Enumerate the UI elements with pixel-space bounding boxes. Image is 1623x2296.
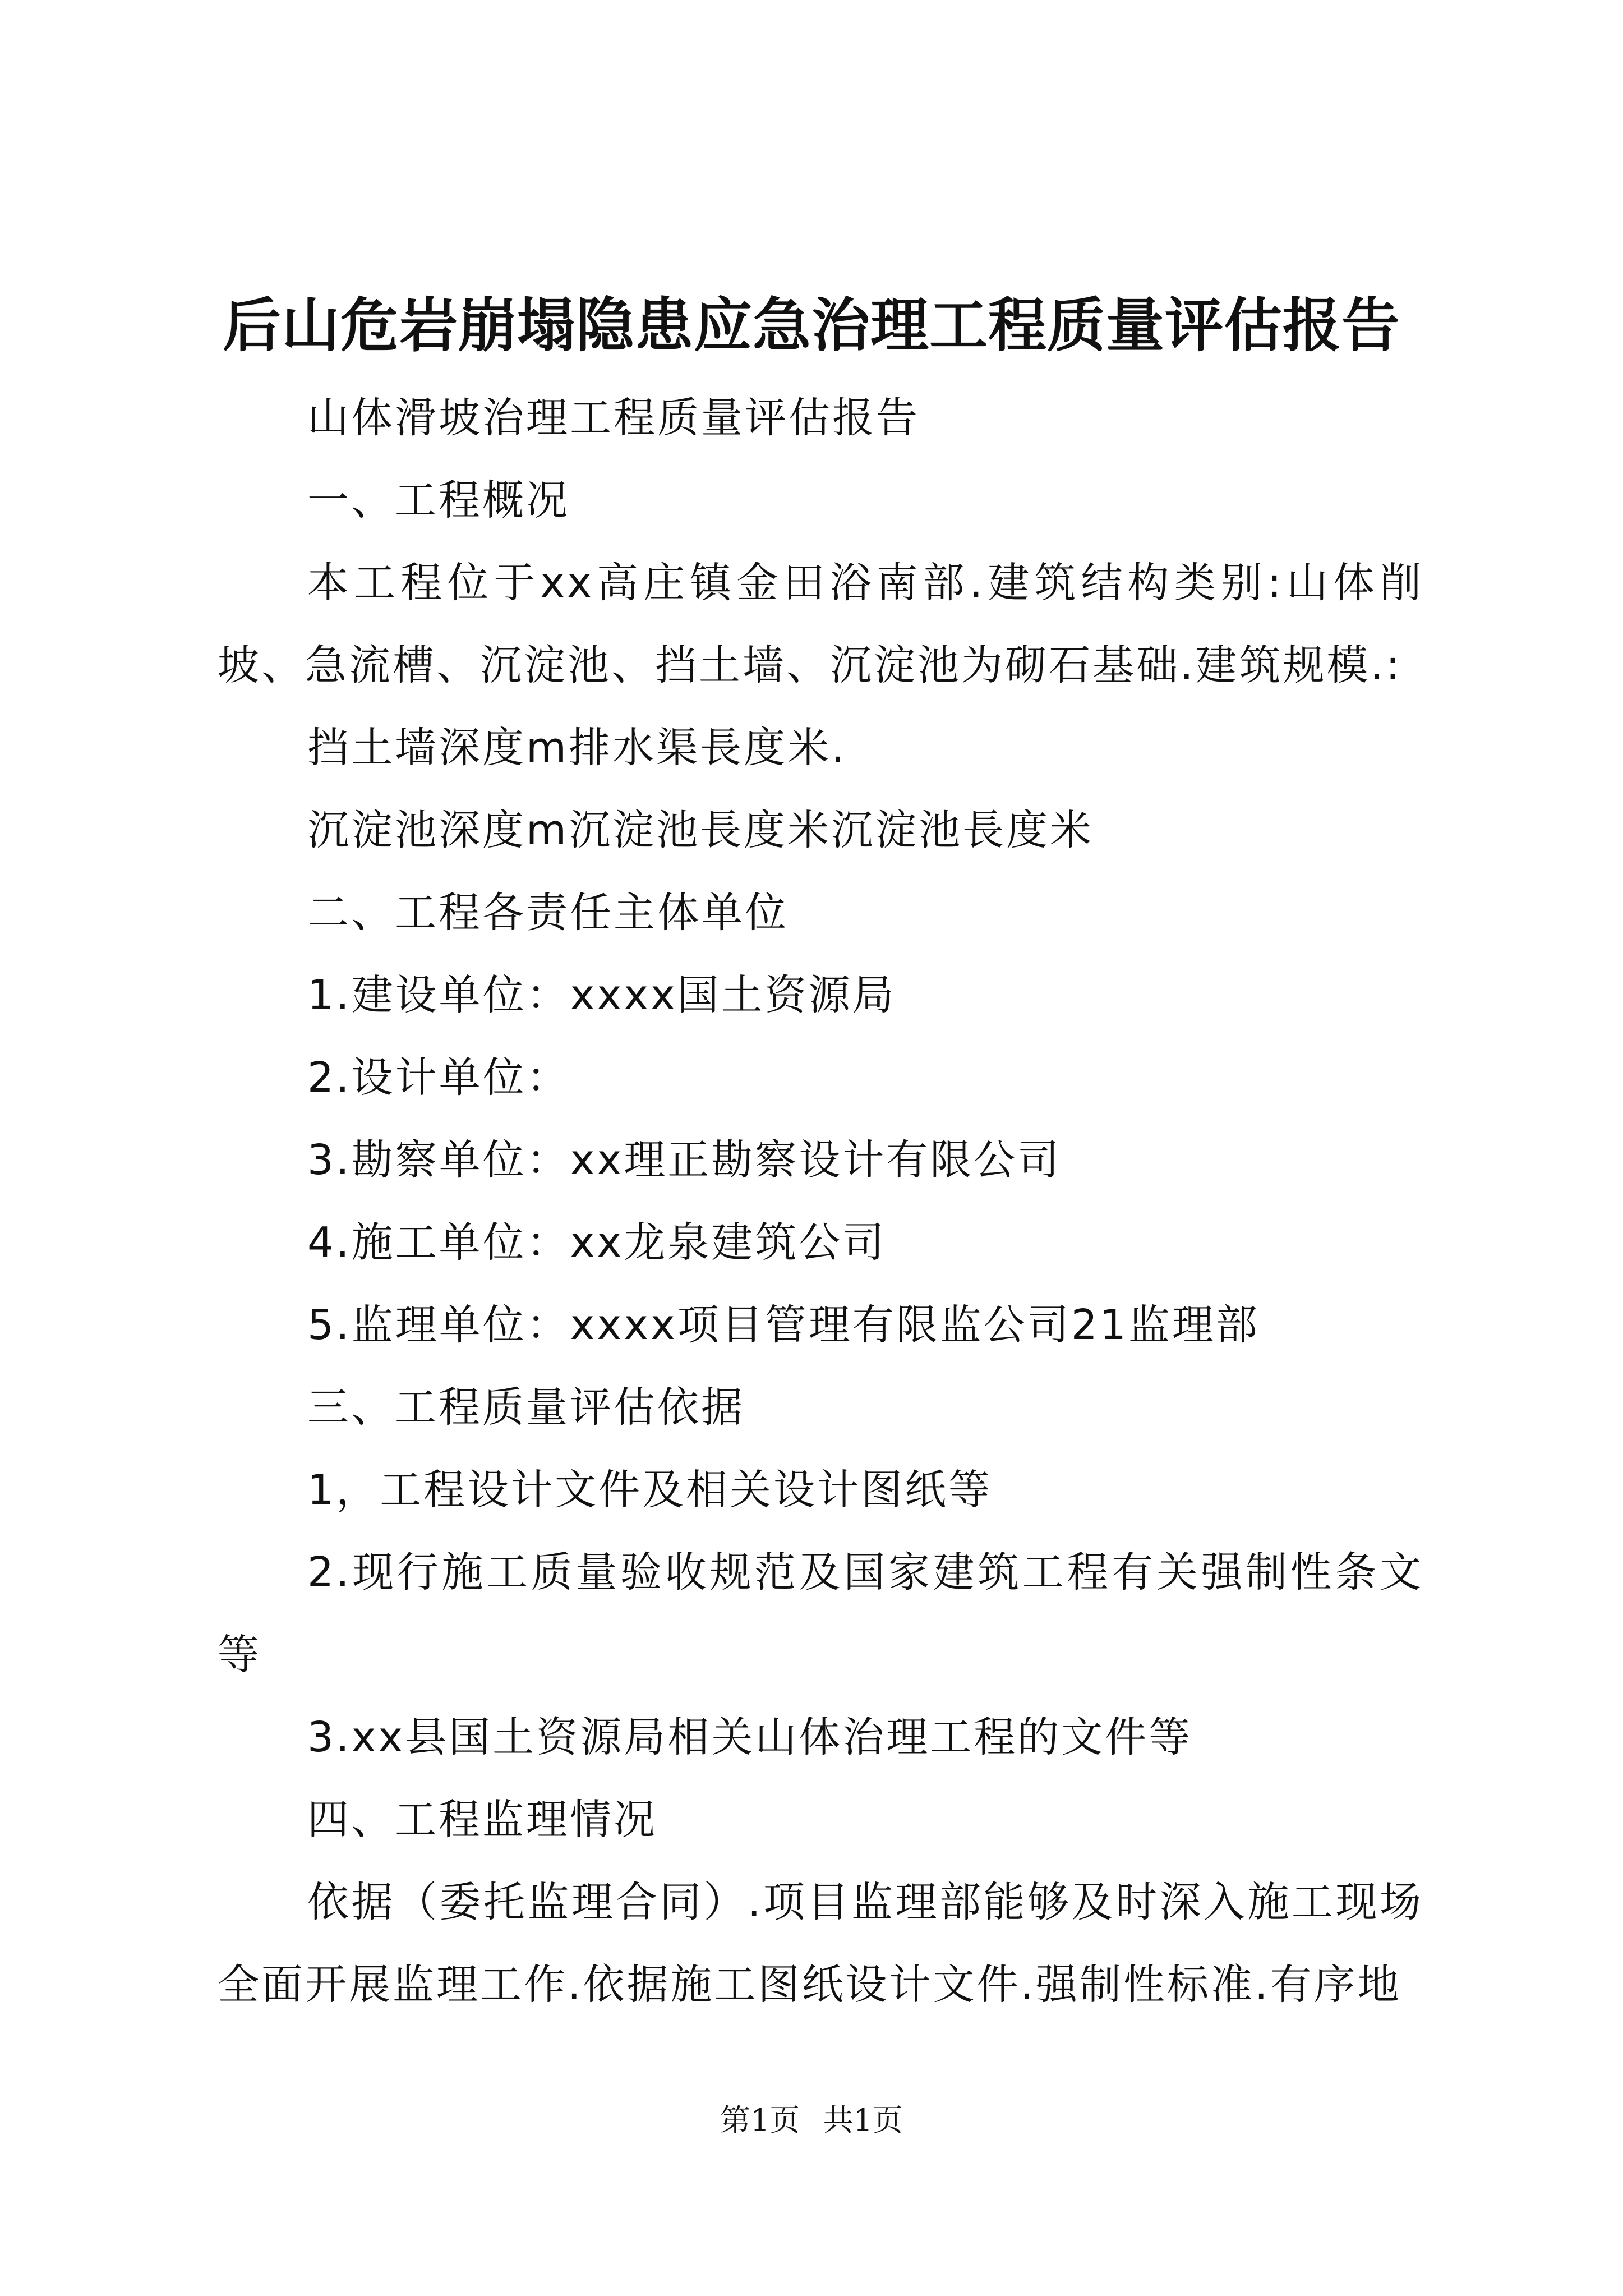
list-item-design-documents: 1，工程设计文件及相关设计图纸等 bbox=[307, 1466, 993, 1514]
page-number-current: 第1页 bbox=[720, 2102, 800, 2138]
list-item-survey-unit: 3.勘察单位：xx理正勘察设计有限公司 bbox=[307, 1136, 1062, 1184]
document-title: 后山危岩崩塌隐患应急治理工程质量评估报告 bbox=[222, 291, 1400, 360]
paragraph-project-location: 本工程位于xx高庄镇金田浴南部.建筑结构类别:山体削坡、急流槽、沉淀池、挡土墙、沉淀池为砌石基础.建筑规模.: bbox=[218, 559, 1423, 689]
list-item-standards: 2.现行施工质量验收规范及国家建筑工程有关强制性条文等 bbox=[218, 1548, 1423, 1679]
paragraph-subtitle: 山体滑坡治理工程质量评估报告 bbox=[307, 394, 920, 442]
page-number-total: 共1页 bbox=[823, 2102, 903, 2138]
list-item-contractor-unit: 4.施工单位：xx龙泉建筑公司 bbox=[307, 1218, 887, 1267]
list-item-county-documents: 3.xx县国土资源局相关山体治理工程的文件等 bbox=[307, 1713, 1193, 1761]
list-item-design-unit: 2.设计单位： bbox=[307, 1053, 570, 1102]
list-item-supervision-unit: 5.监理单位：xxxx项目管理有限监公司21监理部 bbox=[307, 1301, 1260, 1349]
paragraph-settling-pond: 沉淀池深度m沉淀池長度米沉淀池長度米 bbox=[307, 806, 1094, 854]
section-heading-responsible-units: 二、工程各责任主体单位 bbox=[307, 889, 789, 937]
document-body bbox=[218, 377, 1423, 2026]
section-heading-overview: 一、工程概况 bbox=[307, 476, 570, 524]
paragraph-retaining-wall: 挡土墙深度m排水渠長度米. bbox=[307, 724, 847, 772]
section-heading-evaluation-basis: 三、工程质量评估依据 bbox=[307, 1383, 745, 1432]
section-heading-supervision: 四、工程监理情况 bbox=[307, 1796, 657, 1844]
page-footer bbox=[0, 2098, 1623, 2143]
paragraph-supervision-details: 依据（委托监理合同）.项目监理部能够及时深入施工现场全面开展监理工作.依据施工图纸设计文件.强制性标准.有序地 bbox=[218, 1878, 1423, 2009]
list-item-construction-unit: 1.建设单位：xxxx国土资源局 bbox=[307, 971, 896, 1019]
